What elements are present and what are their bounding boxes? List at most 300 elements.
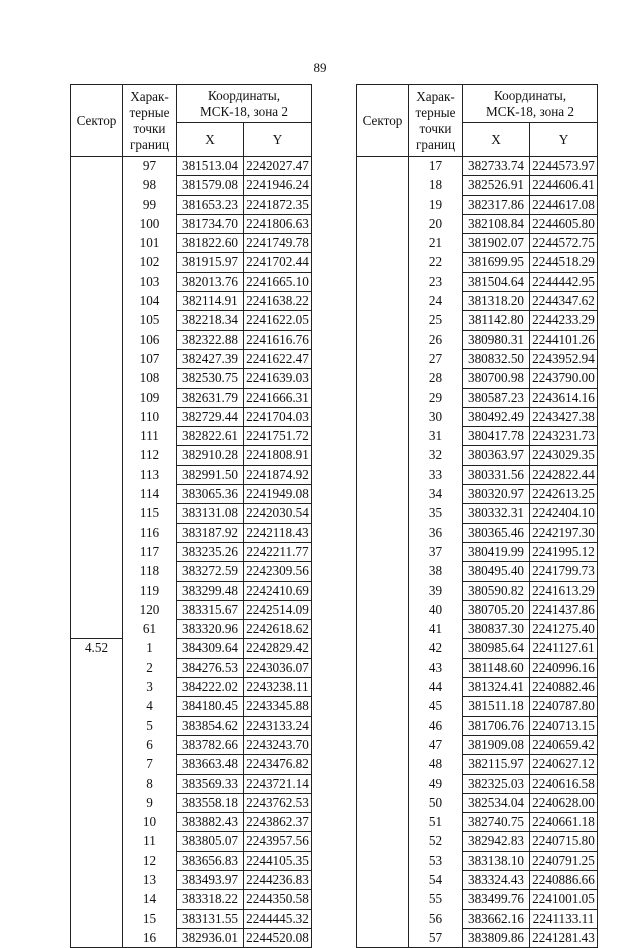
y-coordinate-cell: 2240715.80 [530, 832, 598, 851]
point-cell: 101 [123, 234, 177, 253]
table-row [357, 774, 598, 793]
x-coordinate-cell: 380365.46 [463, 523, 530, 542]
table-row [71, 195, 312, 214]
point-cell: 16 [123, 928, 177, 947]
sector-cell [357, 755, 409, 774]
y-coordinate-cell: 2241616.76 [244, 330, 312, 349]
table-row [71, 214, 312, 233]
y-coordinate-cell: 2241437.86 [530, 600, 598, 619]
y-coordinate-cell: 2243614.16 [530, 388, 598, 407]
sector-cell [71, 851, 123, 870]
sector-cell [357, 311, 409, 330]
point-cell: 7 [123, 755, 177, 774]
point-cell: 113 [123, 465, 177, 484]
x-coordinate-cell: 383315.67 [177, 600, 244, 619]
point-cell: 119 [123, 581, 177, 600]
table-row [357, 369, 598, 388]
table-row [71, 388, 312, 407]
sector-cell [357, 292, 409, 311]
sector-cell [71, 755, 123, 774]
table-row [357, 813, 598, 832]
point-cell: 3 [123, 678, 177, 697]
sector-cell [357, 735, 409, 754]
point-cell: 57 [409, 928, 463, 947]
table-row [71, 504, 312, 523]
point-cell: 120 [123, 600, 177, 619]
sector-cell [357, 678, 409, 697]
x-coordinate-cell: 381504.64 [463, 272, 530, 291]
x-coordinate-cell: 383558.18 [177, 793, 244, 812]
table-row [357, 195, 598, 214]
point-cell: 111 [123, 427, 177, 446]
sector-cell [357, 658, 409, 677]
y-coordinate-cell: 2244236.83 [244, 870, 312, 889]
x-coordinate-cell: 381734.70 [177, 214, 244, 233]
sector-cell [357, 234, 409, 253]
y-coordinate-cell: 2243762.53 [244, 793, 312, 812]
table-row [357, 678, 598, 697]
sector-cell [71, 272, 123, 291]
sector-cell [71, 214, 123, 233]
y-coordinate-cell: 2241622.05 [244, 311, 312, 330]
x-coordinate-cell: 382322.88 [177, 330, 244, 349]
sector-cell [357, 427, 409, 446]
y-coordinate-cell: 2244605.80 [530, 214, 598, 233]
point-cell: 1 [123, 639, 177, 658]
sector-cell [71, 793, 123, 812]
x-coordinate-cell: 382942.83 [463, 832, 530, 851]
sector-cell [357, 349, 409, 368]
sector-cell [357, 870, 409, 889]
point-cell: 107 [123, 349, 177, 368]
sector-cell [71, 369, 123, 388]
point-cell: 114 [123, 485, 177, 504]
x-coordinate-cell: 382936.01 [177, 928, 244, 947]
point-cell: 42 [409, 639, 463, 658]
sector-cell [71, 658, 123, 677]
y-coordinate-cell: 2242410.69 [244, 581, 312, 600]
table-row [71, 620, 312, 639]
table-row [357, 272, 598, 291]
point-cell: 40 [409, 600, 463, 619]
table-row [71, 774, 312, 793]
y-coordinate-cell: 2242514.09 [244, 600, 312, 619]
sector-cell [71, 581, 123, 600]
sector-cell [357, 793, 409, 812]
page-number: 89 [313, 60, 327, 75]
y-coordinate-cell: 2241666.31 [244, 388, 312, 407]
x-coordinate-cell: 382910.28 [177, 446, 244, 465]
y-coordinate-cell: 2240882.46 [530, 678, 598, 697]
sector-cell [71, 928, 123, 947]
x-coordinate-cell: 383318.22 [177, 890, 244, 909]
sector-cell [357, 620, 409, 639]
point-cell: 108 [123, 369, 177, 388]
point-cell: 19 [409, 195, 463, 214]
point-cell: 99 [123, 195, 177, 214]
y-coordinate-cell: 2243476.82 [244, 755, 312, 774]
x-coordinate-cell: 380837.30 [463, 620, 530, 639]
x-coordinate-cell: 381148.60 [463, 658, 530, 677]
y-coordinate-cell: 2244518.29 [530, 253, 598, 272]
x-coordinate-cell: 383324.43 [463, 870, 530, 889]
sector-cell [71, 234, 123, 253]
table-row [71, 542, 312, 561]
x-coordinate-cell: 383805.07 [177, 832, 244, 851]
point-cell: 22 [409, 253, 463, 272]
x-header: X [463, 123, 530, 157]
point-cell: 54 [409, 870, 463, 889]
sector-cell [71, 485, 123, 504]
point-cell: 6 [123, 735, 177, 754]
table-row [71, 311, 312, 330]
x-coordinate-cell: 384222.02 [177, 678, 244, 697]
sector-cell [357, 600, 409, 619]
y-coordinate-cell: 2242829.42 [244, 639, 312, 658]
table-row [357, 639, 598, 658]
x-coordinate-cell: 383656.83 [177, 851, 244, 870]
y-coordinate-cell: 2244101.26 [530, 330, 598, 349]
sector-cell [357, 388, 409, 407]
sector-cell [357, 813, 409, 832]
x-coordinate-cell: 383662.16 [463, 909, 530, 928]
x-coordinate-cell: 381706.76 [463, 716, 530, 735]
x-coordinate-cell: 383663.48 [177, 755, 244, 774]
sector-cell [71, 311, 123, 330]
x-coordinate-cell: 383065.36 [177, 485, 244, 504]
sector-cell [71, 427, 123, 446]
y-coordinate-cell: 2242030.54 [244, 504, 312, 523]
x-coordinate-cell: 382733.74 [463, 157, 530, 176]
y-coordinate-cell: 2240627.12 [530, 755, 598, 774]
coords-header: Координаты, МСК-18, зона 2 [463, 85, 598, 123]
x-coordinate-cell: 380320.97 [463, 485, 530, 504]
sector-cell [71, 832, 123, 851]
y-header: Y [530, 123, 598, 157]
point-cell: 39 [409, 581, 463, 600]
x-coordinate-cell: 383569.33 [177, 774, 244, 793]
sector-cell [71, 523, 123, 542]
point-cell: 28 [409, 369, 463, 388]
table-row [357, 407, 598, 426]
y-coordinate-cell: 2243238.11 [244, 678, 312, 697]
table-row [357, 253, 598, 272]
table-row [71, 813, 312, 832]
y-coordinate-cell: 2240628.00 [530, 793, 598, 812]
table-row [71, 292, 312, 311]
x-coordinate-cell: 383131.55 [177, 909, 244, 928]
x-coordinate-cell: 380832.50 [463, 349, 530, 368]
x-coordinate-cell: 380419.99 [463, 542, 530, 561]
y-coordinate-cell: 2240661.18 [530, 813, 598, 832]
table-row [71, 716, 312, 735]
point-cell: 117 [123, 542, 177, 561]
point-cell: 5 [123, 716, 177, 735]
sector-cell [357, 716, 409, 735]
point-cell: 21 [409, 234, 463, 253]
sector-cell [71, 909, 123, 928]
point-cell: 24 [409, 292, 463, 311]
point-cell: 105 [123, 311, 177, 330]
point-cell: 56 [409, 909, 463, 928]
x-coordinate-cell: 383809.86 [463, 928, 530, 947]
x-coordinate-cell: 380587.23 [463, 388, 530, 407]
table-body [357, 157, 598, 948]
sector-cell [357, 851, 409, 870]
sector-cell [357, 214, 409, 233]
point-cell: 45 [409, 697, 463, 716]
point-cell: 38 [409, 562, 463, 581]
sector-cell [71, 774, 123, 793]
table-row [71, 639, 312, 658]
x-coordinate-cell: 383235.26 [177, 542, 244, 561]
point-cell: 12 [123, 851, 177, 870]
y-coordinate-cell: 2241799.73 [530, 562, 598, 581]
x-coordinate-cell: 382534.04 [463, 793, 530, 812]
point-cell: 103 [123, 272, 177, 291]
table-row [357, 504, 598, 523]
y-coordinate-cell: 2241281.43 [530, 928, 598, 947]
table-row [357, 523, 598, 542]
x-coordinate-cell: 382013.76 [177, 272, 244, 291]
table-row [357, 716, 598, 735]
y-coordinate-cell: 2240787.80 [530, 697, 598, 716]
sector-cell [357, 581, 409, 600]
y-coordinate-cell: 2241808.91 [244, 446, 312, 465]
x-coordinate-cell: 382740.75 [463, 813, 530, 832]
sector-cell [71, 813, 123, 832]
sector-cell [357, 523, 409, 542]
sector-cell [357, 928, 409, 947]
y-coordinate-cell: 2244617.08 [530, 195, 598, 214]
table-row [357, 388, 598, 407]
sector-cell [357, 157, 409, 176]
x-coordinate-cell: 384309.64 [177, 639, 244, 658]
sector-cell [71, 562, 123, 581]
sector-cell [71, 157, 123, 176]
point-cell: 20 [409, 214, 463, 233]
table-row [357, 446, 598, 465]
table-row [357, 581, 598, 600]
table-header [357, 85, 598, 157]
table-row [357, 928, 598, 947]
y-coordinate-cell: 2241874.92 [244, 465, 312, 484]
x-coordinate-cell: 380332.31 [463, 504, 530, 523]
point-cell: 116 [123, 523, 177, 542]
table-row [357, 658, 598, 677]
y-coordinate-cell: 2242822.44 [530, 465, 598, 484]
table-row [71, 485, 312, 504]
table-row [357, 349, 598, 368]
point-cell: 36 [409, 523, 463, 542]
y-coordinate-cell: 2243790.00 [530, 369, 598, 388]
x-coordinate-cell: 382530.75 [177, 369, 244, 388]
y-coordinate-cell: 2244105.35 [244, 851, 312, 870]
sector-cell [357, 485, 409, 504]
point-cell: 55 [409, 890, 463, 909]
y-coordinate-cell: 2240713.15 [530, 716, 598, 735]
table-row [71, 330, 312, 349]
x-coordinate-cell: 380363.97 [463, 446, 530, 465]
y-coordinate-cell: 2243036.07 [244, 658, 312, 677]
sector-cell [357, 176, 409, 195]
table-row [71, 176, 312, 195]
x-coordinate-cell: 384276.53 [177, 658, 244, 677]
table-row [71, 870, 312, 889]
sector-cell [71, 292, 123, 311]
sector-cell [71, 407, 123, 426]
points-header: Харак- терные точки границ [409, 85, 463, 157]
y-coordinate-cell: 2242027.47 [244, 157, 312, 176]
sector-cell [357, 890, 409, 909]
table-row [71, 890, 312, 909]
table-row [357, 832, 598, 851]
sector-cell [71, 349, 123, 368]
y-coordinate-cell: 2241622.47 [244, 349, 312, 368]
x-coordinate-cell: 380980.31 [463, 330, 530, 349]
x-coordinate-cell: 381902.07 [463, 234, 530, 253]
point-cell: 43 [409, 658, 463, 677]
sector-cell [357, 446, 409, 465]
sector-header: Сектор [357, 85, 409, 157]
x-coordinate-cell: 382729.44 [177, 407, 244, 426]
y-coordinate-cell: 2242118.43 [244, 523, 312, 542]
sector-header: Сектор [71, 85, 123, 157]
point-cell: 35 [409, 504, 463, 523]
y-coordinate-cell: 2243133.24 [244, 716, 312, 735]
x-coordinate-cell: 383299.48 [177, 581, 244, 600]
y-coordinate-cell: 2241001.05 [530, 890, 598, 909]
x-coordinate-cell: 382631.79 [177, 388, 244, 407]
point-cell: 112 [123, 446, 177, 465]
sector-cell [71, 504, 123, 523]
point-cell: 13 [123, 870, 177, 889]
x-coordinate-cell: 380492.49 [463, 407, 530, 426]
point-cell: 37 [409, 542, 463, 561]
coords-header: Координаты, МСК-18, зона 2 [177, 85, 312, 123]
coordinates-table-left [70, 84, 312, 948]
point-cell: 46 [409, 716, 463, 735]
x-coordinate-cell: 381699.95 [463, 253, 530, 272]
x-coordinate-cell: 382325.03 [463, 774, 530, 793]
y-coordinate-cell: 2240659.42 [530, 735, 598, 754]
table-row [71, 465, 312, 484]
x-coordinate-cell: 382526.91 [463, 176, 530, 195]
x-coordinate-cell: 381915.97 [177, 253, 244, 272]
y-header: Y [244, 123, 312, 157]
table-row [71, 523, 312, 542]
sector-cell [357, 697, 409, 716]
point-cell: 44 [409, 678, 463, 697]
table-row [357, 465, 598, 484]
table-row [71, 832, 312, 851]
y-coordinate-cell: 2243345.88 [244, 697, 312, 716]
x-coordinate-cell: 383187.92 [177, 523, 244, 542]
table-row [71, 349, 312, 368]
table-row [71, 928, 312, 947]
table-row [71, 735, 312, 754]
x-coordinate-cell: 380590.82 [463, 581, 530, 600]
x-coordinate-cell: 381909.08 [463, 735, 530, 754]
table-row [71, 581, 312, 600]
sector-cell [71, 620, 123, 639]
table-row [71, 755, 312, 774]
y-coordinate-cell: 2241665.10 [244, 272, 312, 291]
sector-cell [357, 562, 409, 581]
point-cell: 17 [409, 157, 463, 176]
table-row [357, 909, 598, 928]
table-row [71, 851, 312, 870]
table-row [71, 600, 312, 619]
sector-cell [71, 678, 123, 697]
sector-cell [357, 272, 409, 291]
point-cell: 2 [123, 658, 177, 677]
point-cell: 10 [123, 813, 177, 832]
sector-cell [71, 195, 123, 214]
y-coordinate-cell: 2241872.35 [244, 195, 312, 214]
sector-cell [71, 870, 123, 889]
sector-cell [71, 735, 123, 754]
x-coordinate-cell: 383854.62 [177, 716, 244, 735]
table-row [71, 369, 312, 388]
point-cell: 109 [123, 388, 177, 407]
point-cell: 51 [409, 813, 463, 832]
x-coordinate-cell: 380417.78 [463, 427, 530, 446]
y-coordinate-cell: 2242404.10 [530, 504, 598, 523]
point-cell: 104 [123, 292, 177, 311]
y-coordinate-cell: 2243957.56 [244, 832, 312, 851]
point-cell: 102 [123, 253, 177, 272]
y-coordinate-cell: 2242309.56 [244, 562, 312, 581]
y-coordinate-cell: 2244442.95 [530, 272, 598, 291]
y-coordinate-cell: 2243231.73 [530, 427, 598, 446]
y-coordinate-cell: 2241949.08 [244, 485, 312, 504]
y-coordinate-cell: 2243721.14 [244, 774, 312, 793]
sector-cell [357, 330, 409, 349]
table-row [357, 311, 598, 330]
x-coordinate-cell: 383138.10 [463, 851, 530, 870]
point-cell: 9 [123, 793, 177, 812]
point-cell: 106 [123, 330, 177, 349]
x-coordinate-cell: 381511.18 [463, 697, 530, 716]
x-coordinate-cell: 383320.96 [177, 620, 244, 639]
table-row [357, 176, 598, 195]
y-coordinate-cell: 2241133.11 [530, 909, 598, 928]
y-coordinate-cell: 2244445.32 [244, 909, 312, 928]
y-coordinate-cell: 2242618.62 [244, 620, 312, 639]
x-coordinate-cell: 382108.84 [463, 214, 530, 233]
y-coordinate-cell: 2240886.66 [530, 870, 598, 889]
x-coordinate-cell: 381324.41 [463, 678, 530, 697]
x-coordinate-cell: 380985.64 [463, 639, 530, 658]
x-coordinate-cell: 383499.76 [463, 890, 530, 909]
x-coordinate-cell: 381822.60 [177, 234, 244, 253]
y-coordinate-cell: 2241639.03 [244, 369, 312, 388]
y-coordinate-cell: 2242613.25 [530, 485, 598, 504]
sector-cell [357, 774, 409, 793]
sector-cell [71, 388, 123, 407]
sector-cell [71, 176, 123, 195]
x-coordinate-cell: 384180.45 [177, 697, 244, 716]
table-row [357, 620, 598, 639]
table-row [71, 272, 312, 291]
point-cell: 23 [409, 272, 463, 291]
x-coordinate-cell: 381513.04 [177, 157, 244, 176]
table-row [357, 427, 598, 446]
x-header: X [177, 123, 244, 157]
y-coordinate-cell: 2241613.29 [530, 581, 598, 600]
y-coordinate-cell: 2243952.94 [530, 349, 598, 368]
